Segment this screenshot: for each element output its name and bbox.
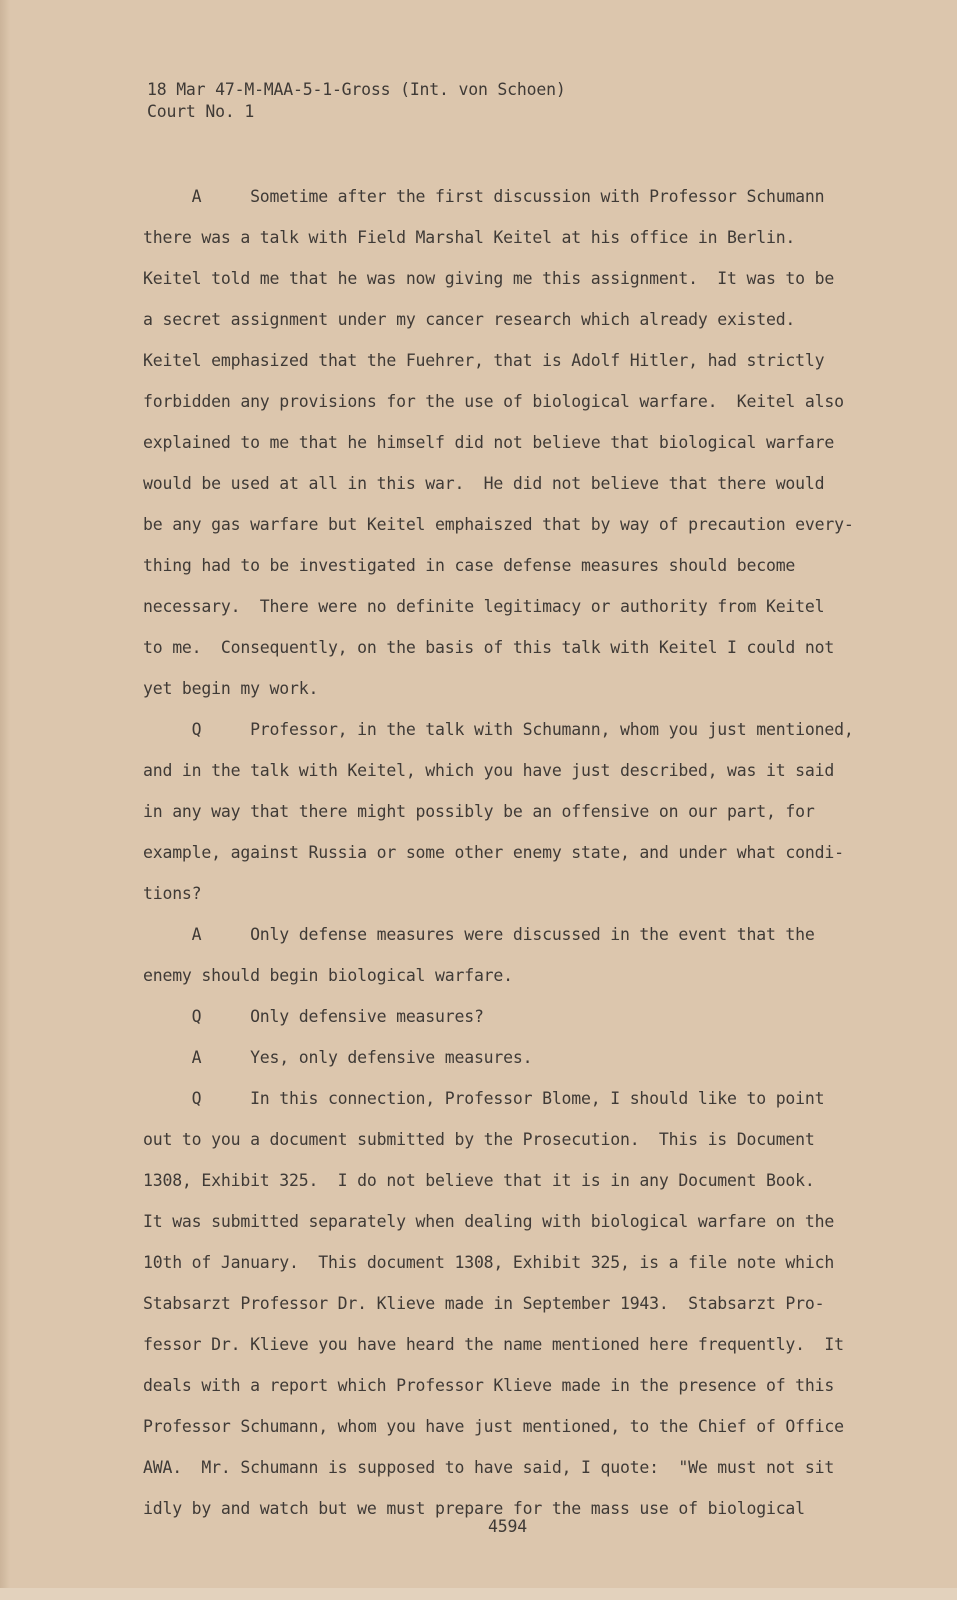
transcript-line: deals with a report which Professor Klieve made in the presence of this [143, 1376, 835, 1395]
transcript-body [143, 176, 883, 1529]
header-reference-line: 18 Mar 47-M-MAA-5-1-Gross (Int. von Schoen) [147, 80, 566, 99]
transcript-line: enemy should begin biological warfare. [143, 966, 513, 985]
transcript-line: 1308, Exhibit 325. I do not believe that it is in any Document Book. [143, 1171, 815, 1190]
transcript-line: thing had to be investigated in case defense measures should become [143, 556, 796, 575]
transcript-line: there was a talk with Field Marshal Keitel at his office in Berlin. [143, 228, 796, 247]
transcript-line: Keitel told me that he was now giving me this assignment. It was to be [143, 269, 835, 288]
transcript-line: in any way that there might possibly be an offensive on our part, for [143, 802, 815, 821]
transcript-line: It was submitted separately when dealing with biological warfare on the [143, 1212, 835, 1231]
transcript-line: be any gas warfare but Keitel emphaiszed that by way of precaution every- [143, 515, 854, 534]
transcript-line: A Only defense measures were discussed in the event that the [143, 925, 815, 944]
page-left-edge [0, 0, 10, 1600]
transcript-line: a secret assignment under my cancer research which already existed. [143, 310, 796, 329]
transcript-line: to me. Consequently, on the basis of this talk with Keitel I could not [143, 638, 835, 657]
transcript-line: would be used at all in this war. He did not believe that there would [143, 474, 825, 493]
transcript-line: Q Only defensive measures? [143, 1007, 484, 1026]
transcript-line: Professor Schumann, whom you have just mentioned, to the Chief of Office [143, 1417, 844, 1436]
transcript-line: fessor Dr. Klieve you have heard the name mentioned here frequently. It [143, 1335, 844, 1354]
transcript-line: out to you a document submitted by the Prosecution. This is Document [143, 1130, 815, 1149]
transcript-line: necessary. There were no definite legitimacy or authority from Keitel [143, 597, 825, 616]
transcript-line: idly by and watch but we must prepare for the mass use of biological [143, 1499, 805, 1518]
transcript-line: Q In this connection, Professor Blome, I should like to point [143, 1089, 825, 1108]
transcript-line: Keitel emphasized that the Fuehrer, that is Adolf Hitler, had strictly [143, 351, 825, 370]
transcript-line: A Yes, only defensive measures. [143, 1048, 533, 1067]
transcript-line: Q Professor, in the talk with Schumann, whom you just mentioned, [143, 720, 854, 739]
header-court-line: Court No. 1 [147, 102, 255, 121]
transcript-line: and in the talk with Keitel, which you have just described, was it said [143, 761, 835, 780]
transcript-line: yet begin my work. [143, 679, 319, 698]
page-number: 4594 [488, 1517, 527, 1536]
transcript-line: A Sometime after the first discussion with Professor Schumann [143, 187, 825, 206]
transcript-line: 10th of January. This document 1308, Exhibit 325, is a file note which [143, 1253, 835, 1272]
page-bottom-edge [0, 1588, 957, 1600]
transcript-line: example, against Russia or some other enemy state, and under what condi- [143, 843, 844, 862]
transcript-line: AWA. Mr. Schumann is supposed to have said, I quote: "We must not sit [143, 1458, 835, 1477]
transcript-line: forbidden any provisions for the use of biological warfare. Keitel also [143, 392, 844, 411]
transcript-line: Stabsarzt Professor Dr. Klieve made in September 1943. Stabsarzt Pro- [143, 1294, 825, 1313]
transcript-line: explained to me that he himself did not believe that biological warfare [143, 433, 835, 452]
transcript-line: tions? [143, 884, 202, 903]
